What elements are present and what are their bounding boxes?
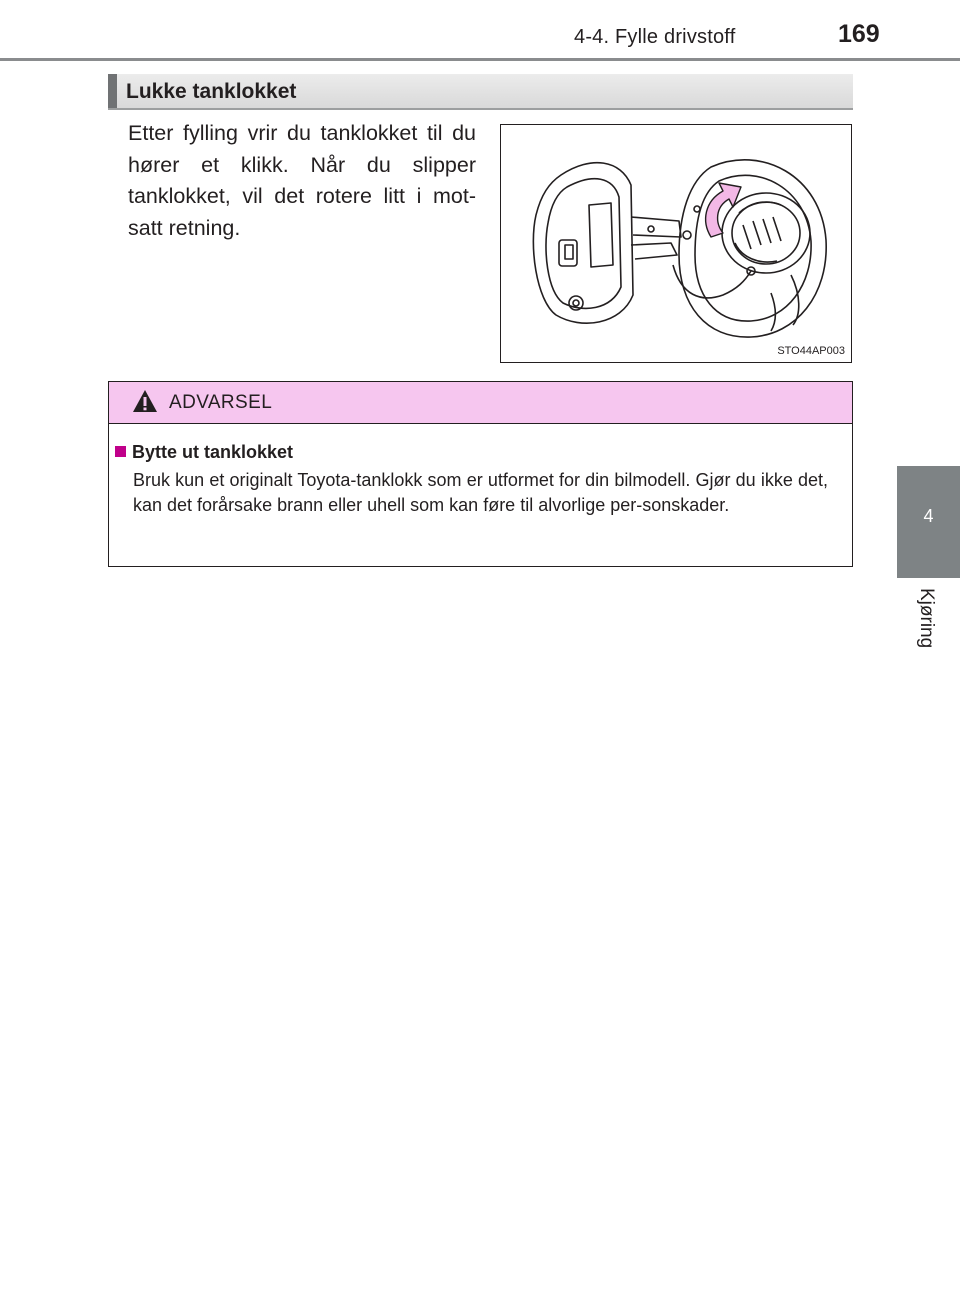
- warning-item-title-text: Bytte ut tanklokket: [132, 442, 294, 462]
- warning-header: [109, 382, 852, 424]
- warning-triangle-icon: [132, 389, 158, 413]
- warning-item-title: [115, 442, 293, 463]
- bullet-square-icon: [115, 446, 126, 457]
- section-heading-label: Lukke tanklokket: [126, 80, 297, 103]
- fuel-cap-figure: [500, 124, 852, 363]
- warning-box: [108, 381, 853, 567]
- header-section-title: 4-4. Fylle drivstoff: [574, 26, 736, 48]
- chapter-number: 4: [923, 506, 934, 526]
- page-number: 169: [838, 20, 880, 48]
- figure-code: STO44AP003: [777, 345, 845, 357]
- section-body-text: Etter fylling vrir du tanklokket til du hører et klikk. Når du slipper tanklokket, vil det rotere litt i mot-satt retning.: [128, 121, 476, 240]
- chapter-tab: [897, 466, 960, 578]
- section-heading-bar: [108, 74, 117, 108]
- warning-label: ADVARSEL: [169, 392, 273, 413]
- header-rule: [0, 58, 960, 61]
- fuel-cap-illustration-icon: [501, 125, 853, 364]
- section-heading: [108, 74, 853, 110]
- chapter-label: Kjøring: [916, 588, 937, 649]
- warning-item-text: Bruk kun et originalt Toyota-tanklokk som er utformet for din bilmodell. Gjør du ikke det, kan det forårsake brann eller uhell som kan føre til alvorlige per-sonskader.: [133, 470, 828, 515]
